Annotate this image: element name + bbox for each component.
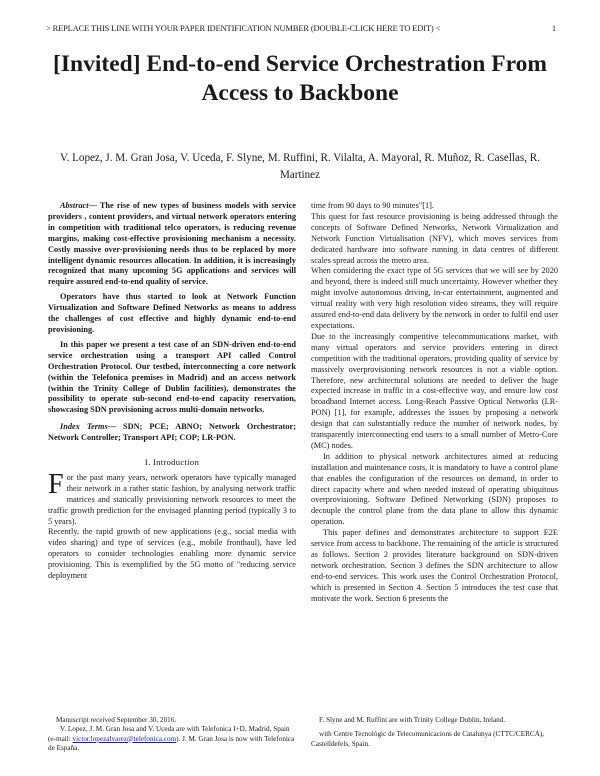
paper-title: [Invited] End-to-end Service Orchestration From Access to Backbone (53, 51, 547, 106)
section-heading-introduction: I. Introduction (144, 457, 200, 468)
body-paragraph: time from 90 days to 90 minutes"[1]. (311, 201, 434, 210)
abstract-label: Abstract (60, 201, 89, 210)
body-paragraph: This paper defines and demonstrates architecture to support E2E service from access to backbone. The remaining of the article is structured as follows. Section 2 provides literature background on SDN-driven network orchestration. Section 3 defines the SDN architecture to allow end-to-end services. This work uses the Control Orchestration Protocol, which is presented in Section 4. Section 5 introduces the test case that motivate the work. Section 6 presents the (311, 528, 558, 603)
header-text: > REPLACE THIS LINE WITH YOUR PAPER IDENTIFICATION NUMBER (DOUBLE-CLICK HERE TO EDIT) < (46, 24, 441, 33)
page-header (46, 24, 556, 33)
intro-paragraph-2: Recently, the rapid growth of new applications (e.g., social media with video sharing) and type of services (e.g., mobile fronthaul), have led operators to consider technologies enabling more dynamic service provisioning. This is exemplified by the 5G motto of "reducing service deployment (48, 527, 296, 581)
body-paragraph: When considering the exact type of 5G services that we will see by 2020 and beyond, there is indeed still much uncertainty. However whether they might involve autonomous driving, in-car entertainment, augmented and virtual reality with very high resolution video streams, they will require assured end-to-end data delivery by the network in order to fulfil end user expectations. (311, 266, 558, 330)
abstract-paragraph-1: Abstract— The rise of new types of business models with service providers , content providers, and virtual network operators entering in competition with traditional telco operators, is reducing revenue margins, making cost-effective provisioning mechanism a necessity. Costly massive over-provisioning needs thus to be replaced by more intelligent dynamic resources allocation. In addition, it is increasingly recognized that many upcoming 5G applications and services will require assured end-to-end quality of service. (48, 201, 296, 287)
intro-paragraph-1: For the past many years, network operators have typically managed their network in a rather static fashion, by analysing network traffic matrices and statically provisioning network resources to meet the traffic growth prediction for the envisaged planning period (typically 3 to 5 years). (48, 468, 296, 526)
footnotes-left (48, 716, 296, 753)
footnote-affiliation: F. Slyne and M. Ruffini are with Trinity College Dublin, Ireland. (319, 716, 506, 724)
footnotes-right (311, 716, 558, 749)
body-paragraph: This quest for fast resource provisioning is being addressed through the concepts of Software Defined Networks, Network Virtualization and Network Function Virtualisation (NFV), which moves services from dedicated hardware into software running in data centres of different scales spread across the metro area. (311, 211, 558, 265)
drop-cap: F (48, 468, 64, 500)
index-terms-label: Index Terms (60, 422, 108, 432)
abstract-paragraph-2: Operators have thus started to look at Network Function Virtualization and Software Defined Networks as means to address the challenges of cost effective and highly dynamic end-to-end provisioning. (48, 292, 296, 334)
abstract-paragraph-3: In this paper we present a test case of an SDN-driven end-to-end service orchestration using a transport API called Control Orchestration Protocol. Our testbed, interconnecting a core network (within the Telefonica premises in Madrid) and an access network (within the Trinity College of Dublin facilities), demonstrates the possibility to operate sub-second end-to-end capacity reservation, showcasing SDN provisioning across multi-domain networks. (48, 339, 296, 415)
right-column (311, 201, 558, 605)
email-link[interactable]: victor.lopezalvarez@telefonica.com (72, 734, 177, 743)
footnote-received: Manuscript received September 30, 2016. (56, 716, 177, 724)
body-paragraph: In addition to physical network architectures aimed at reducing installation and maintenance costs, it is mandatory to have a control plane that enables the configuration of the resources on demand, in order to direct capacity where and when needed instead of operating ubiquitous overprovisioning. Software Defined Networking (SDN) proposes to decouple the control plane from the data plane to allow this dynamic operation. (311, 451, 558, 527)
footnote-affiliation: with Centre Tecnològic de Telecomunicacions de Catalunya (CTTC/CERCA), Castelldefels, Spain. (311, 730, 545, 748)
left-column (48, 201, 296, 582)
body-paragraph: Due to the increasingly competitive telecommunications market, with many virtual operators and service providers entering in direct competition with the traditional operators, providing quality of service by massively overprovisioning network resources is not a viable option. Therefore, new architectural solutions are needed to deliver the huge expected increase in traffic in a cost-effective way, and ensure low cost broadband Internet access. Long-Reach Passive Optical Networks (LR-PON) [1], for example, addresses the issues by proposing a network design that can substantially reduce the number of network nodes, by transparently interconnecting end users to a small number of Metro-Core (MC) nodes. (311, 331, 558, 450)
footnote-affiliation: V. Lopez, J. M. Gran Josa and V. Uceda are with Telefonica I+D, Madrid, Spain (e-mail: victor.lopezalvarez@telefonica.com). J. M. Gran Josa is now with Telefonica de España. (48, 725, 295, 752)
page-number: 1 (551, 24, 556, 33)
index-terms: Index Terms— SDN; PCE; ABNO; Network Orchestrator; Network Controller; Transport API; COP; LR-PON. (48, 422, 296, 443)
author-list: V. Lopez, J. M. Gran Josa, V. Uceda, F. Slyne, M. Ruffini, R. Vilalta, A. Mayoral, R. Muñoz, R. Casellas, R. Martinez (60, 152, 540, 181)
